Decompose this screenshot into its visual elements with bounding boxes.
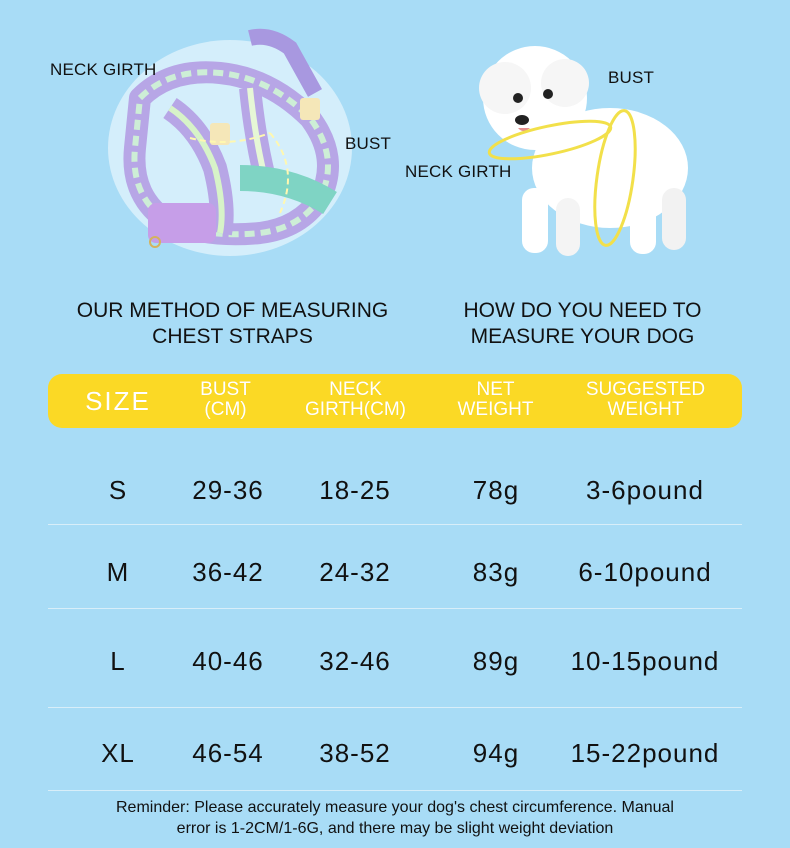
dog-bust-label: BUST [608, 68, 655, 87]
row-suggested-weight: 10-15pound [570, 646, 720, 676]
dog-neck-girth-label: NECK GIRTH [405, 162, 512, 181]
row-size: M [106, 557, 130, 587]
row-suggested-weight: 15-22pound [570, 738, 720, 768]
left-section-title-line1: OUR METHOD OF MEASURING [76, 299, 389, 322]
row-net-weight: 94g [472, 738, 520, 768]
row-neck: 38-52 [319, 738, 391, 768]
header-bust-line2: (CM) [204, 399, 247, 420]
dog-image [470, 28, 700, 260]
row-neck: 32-46 [319, 646, 391, 676]
reminder-note [20, 797, 770, 839]
row-divider [48, 707, 742, 708]
reminder-line2: error is 1-2CM/1-6G, and there may be slight weight deviation [176, 820, 614, 837]
left-section-title [50, 298, 415, 350]
row-divider [48, 524, 742, 525]
row-neck: 24-32 [319, 557, 391, 587]
table-row-xl [0, 733, 790, 773]
header-net-line2: WEIGHT [457, 399, 534, 420]
header-sugg-line1: SUGGESTED [585, 379, 706, 400]
header-suggested-weight [573, 380, 718, 420]
header-net-weight [448, 380, 543, 420]
row-divider [48, 790, 742, 791]
harness-bust-label: BUST [345, 134, 392, 153]
harness-neck-girth-label: NECK GIRTH [50, 60, 157, 79]
size-table-header [48, 374, 742, 428]
right-section-title-line1: HOW DO YOU NEED TO [463, 299, 702, 322]
table-row-s [0, 470, 790, 510]
row-bust: 36-42 [192, 557, 264, 587]
reminder-line1: Reminder: Please accurately measure your dog's chest circumference. Manual [116, 799, 674, 816]
row-net-weight: 78g [472, 475, 520, 505]
right-section-title [430, 298, 735, 350]
row-bust: 29-36 [192, 475, 264, 505]
row-bust: 46-54 [192, 738, 264, 768]
header-neck-line1: NECK [329, 379, 382, 400]
row-size: S [108, 475, 128, 505]
left-section-title-line2: CHEST STRAPS [152, 325, 313, 348]
right-section-title-line2: MEASURE YOUR DOG [470, 325, 695, 348]
row-net-weight: 83g [472, 557, 520, 587]
row-suggested-weight: 3-6pound [586, 475, 704, 505]
header-bust-line1: BUST [200, 379, 251, 400]
row-divider [48, 608, 742, 609]
header-net-line1: NET [476, 379, 515, 400]
table-row-l [0, 641, 790, 681]
row-neck: 18-25 [319, 475, 391, 505]
row-net-weight: 89g [472, 646, 520, 676]
header-size: SIZE [85, 386, 151, 416]
header-bust [183, 380, 268, 420]
table-row-m [0, 552, 790, 592]
row-size: L [110, 646, 126, 676]
row-size: XL [101, 738, 135, 768]
row-suggested-weight: 6-10pound [578, 557, 712, 587]
header-sugg-line2: WEIGHT [607, 399, 684, 420]
row-bust: 40-46 [192, 646, 264, 676]
header-neck-girth [293, 380, 418, 420]
header-neck-line2: GIRTH(CM) [305, 399, 406, 420]
